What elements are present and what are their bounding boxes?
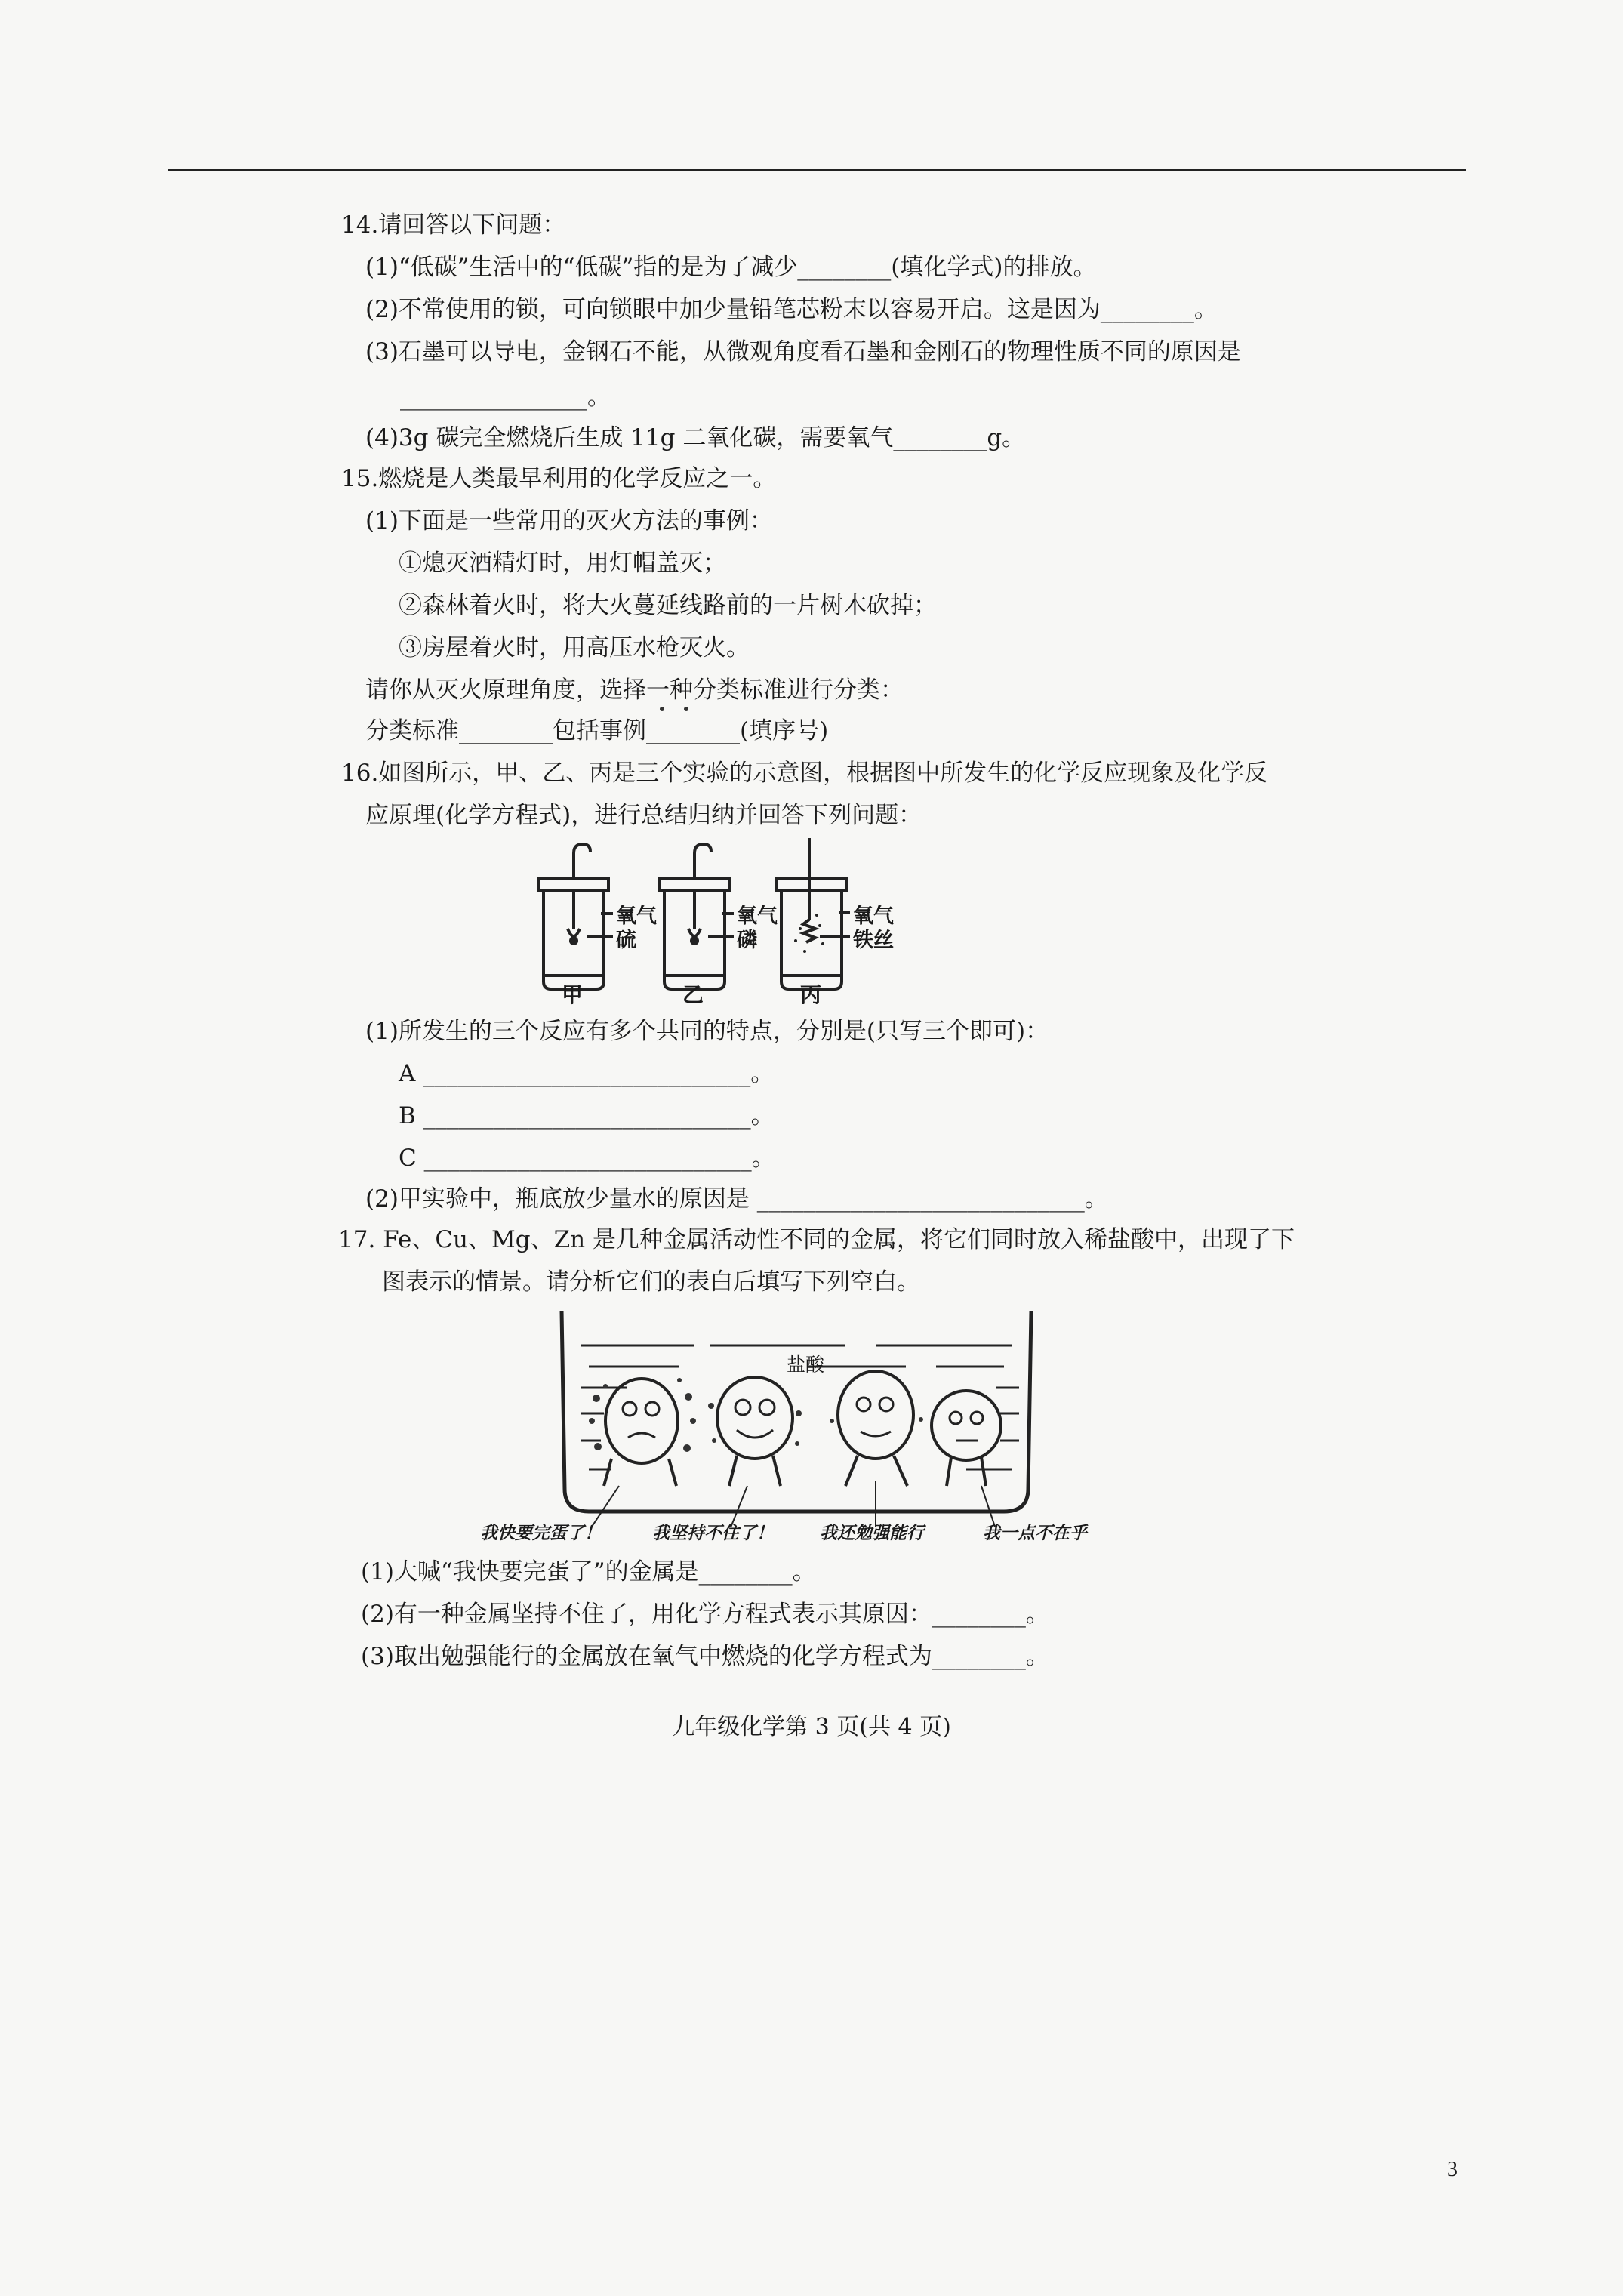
jar2-substance-label: 磷: [737, 929, 757, 952]
q16-answer-c: C ____________________________。: [399, 1145, 775, 1172]
jar1-substance-label: 硫: [616, 929, 636, 952]
emphasis-dot: [660, 707, 664, 711]
q16-answer-b: B ____________________________。: [399, 1102, 775, 1130]
jar3-substance-label: 铁丝: [853, 929, 894, 952]
q14-title: 14.请回答以下问题：: [341, 211, 566, 239]
q15-instruction: 请你从灭火原理角度，选择一种分类标准进行分类：: [365, 676, 904, 704]
q15-example3: ③房屋着火时，用高压水枪灭火。: [399, 634, 750, 661]
jar1-gas-label: 氧气: [616, 905, 657, 928]
q17-title: 17. Fe、Cu、Mg、Zn 是几种金属活动性不同的金属，将它们同时放入稀盐酸中，出现了下: [338, 1226, 1295, 1253]
metal3-speech: 我还勉强能行: [820, 1523, 924, 1543]
q14-part3: (3)石墨可以导电，金钢石不能，从微观角度看石墨和金刚石的物理性质不同的原因是: [365, 338, 1241, 365]
q15-fill: 分类标准________包括事例________(填序号): [365, 717, 829, 744]
q16-part2: (2)甲实验中，瓶底放少量水的原因是 ____________________________。: [365, 1185, 1108, 1213]
metals-in-acid-figure: [559, 1308, 1034, 1527]
page-footer: 九年级化学第 3 页(共 4 页): [672, 1714, 951, 1740]
q17-part2: (2)有一种金属坚持不住了，用化学方程式表示其原因：________。: [361, 1601, 1049, 1628]
q14-part2: (2)不常使用的锁，可向锁眼中加少量铅笔芯粉末以容易开启。这是因为________。: [365, 296, 1218, 323]
metal2-speech: 我坚持不住了！: [652, 1523, 774, 1543]
jar3-gas-label: 氧气: [853, 905, 894, 928]
q16-title-cont: 应原理(化学方程式)，进行总结归纳并回答下列问题：: [365, 802, 922, 829]
q14-part4: (4)3g 碳完全燃烧后生成 11g 二氧化碳，需要氧气________g。: [365, 424, 1026, 451]
q15-example1: ①熄灭酒精灯时，用灯帽盖灭；: [399, 550, 726, 577]
q17-part1: (1)大喊“我快要完蛋了”的金属是________。: [361, 1558, 816, 1586]
jar3-name: 丙: [800, 982, 822, 1007]
page-number: 3: [1447, 2158, 1458, 2181]
q15-title: 15.燃烧是人类最早利用的化学反应之一。: [341, 465, 777, 492]
q14-part1: (1)“低碳”生活中的“低碳”指的是为了减少________(填化学式)的排放。: [365, 254, 1097, 281]
q15-part1: (1)下面是一些常用的灭火方法的事例：: [365, 507, 773, 535]
q14-part3-blank: ________________。: [400, 384, 611, 411]
q17-part3: (3)取出勉强能行的金属放在氧气中燃烧的化学方程式为________。: [361, 1643, 1049, 1670]
metal4-speech: 我一点不在乎: [983, 1523, 1087, 1543]
q17-title-cont: 图表示的情景。请分析它们的表白后填写下列空白。: [382, 1268, 920, 1296]
jar2-name: 乙: [682, 982, 704, 1007]
jar2-gas-label: 氧气: [737, 905, 778, 928]
jar1-name: 甲: [562, 982, 584, 1007]
emphasis-dot: [684, 707, 688, 711]
header-rule: [168, 169, 1466, 171]
acid-label: 盐酸: [787, 1354, 825, 1376]
metal1-speech: 我快要完蛋了！: [480, 1523, 602, 1543]
q16-part1: (1)所发生的三个反应有多个共同的特点，分别是(只写三个即可)：: [365, 1018, 1049, 1045]
q16-title: 16.如图所示，甲、乙、丙是三个实验的示意图，根据图中所发生的化学反应现象及化学反: [341, 760, 1268, 787]
q15-example2: ②森林着火时，将大火蔓延线路前的一片树木砍掉；: [399, 592, 937, 619]
q16-answer-a: A ____________________________。: [399, 1060, 775, 1087]
